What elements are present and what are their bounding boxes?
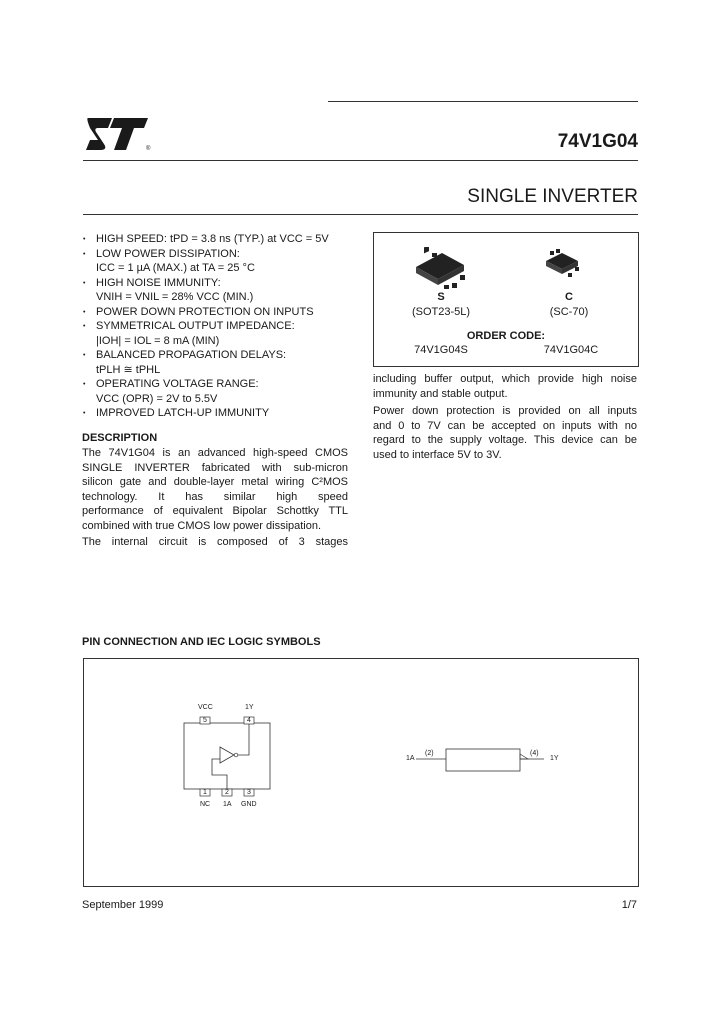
feature-item <box>82 305 362 320</box>
text-line: performance of equivalent Bipolar Schottky TTL <box>82 505 348 517</box>
text-line: Power down protection is provided on all inputs <box>373 405 637 417</box>
iec-logic-symbol <box>404 743 544 783</box>
text-line: and 0 to 7V can be accepted on inputs with no <box>373 419 637 432</box>
package-c-letter: C <box>565 291 573 303</box>
description-heading: DESCRIPTION <box>82 432 158 444</box>
feature-item <box>82 276 362 291</box>
a-pin-label: 1A <box>223 801 232 808</box>
package-s-name: (SOT23-5L) <box>411 306 471 318</box>
text-line: The 74V1G04 is an advanced high-speed CMOS <box>82 447 348 459</box>
page-subtitle: SINGLE INVERTER <box>467 186 638 207</box>
feature-text: SYMMETRICAL OUTPUT IMPEDANCE: <box>96 320 295 332</box>
header-rule-mid <box>83 160 638 161</box>
feature-detail: |IOH| = IOL = 8 mA (MIN) <box>96 334 220 347</box>
feature-text: HIGH SPEED: tPD = 3.8 ns (TYP.) at VCC = 5V <box>96 233 329 245</box>
feature-list <box>82 232 362 421</box>
feature-item <box>82 247 362 262</box>
sc70-package-icon <box>542 247 582 279</box>
feature-text: POWER DOWN PROTECTION ON INPUTS <box>96 305 314 318</box>
text-line: including buffer output, which provide high noise <box>373 373 637 385</box>
text-line: immunity and stable output. <box>373 387 508 400</box>
pinout-diagram <box>182 703 282 803</box>
feature-detail: VNIH = VNIL = 28% VCC (MIN.) <box>96 291 254 303</box>
feature-detail: VCC (OPR) = 2V to 5.5V <box>96 392 218 405</box>
iec-input-label: 1A <box>406 755 415 762</box>
package-s-letter: S <box>437 291 445 303</box>
feature-text: LOW POWER DISSIPATION: <box>96 247 240 260</box>
description-para1 <box>82 446 348 533</box>
header-rule-top <box>328 101 638 102</box>
description-right-para1 <box>373 372 637 401</box>
feature-item <box>82 348 362 363</box>
text-line: SINGLE INVERTER fabricated with sub-micron <box>82 461 348 474</box>
gnd-pin-label: GND <box>241 801 257 808</box>
iec-output-label: 1Y <box>550 755 559 762</box>
iec-input-pin: (2) <box>425 750 434 757</box>
part-number: 74V1G04 <box>557 131 638 152</box>
nc-pin-label: NC <box>200 801 211 808</box>
feature-item <box>82 232 362 247</box>
order-code-label: ORDER CODE: <box>466 330 546 342</box>
pin4-number: 4 <box>247 717 251 724</box>
description-para2: The internal circuit is composed of 3 stages <box>82 536 348 548</box>
text-line: combined with true CMOS low power dissipation. <box>82 519 322 532</box>
package-c-name: (SC-70) <box>549 306 589 318</box>
st-logo <box>84 110 156 156</box>
text-line: regard to the supply voltage. This device can be <box>373 434 637 446</box>
package-box <box>373 232 639 367</box>
vcc-label: VCC <box>198 704 213 711</box>
page-number: 1/7 <box>621 899 637 911</box>
pin-section-heading: PIN CONNECTION AND IEC LOGIC SYMBOLS <box>82 636 321 648</box>
feature-item <box>82 377 362 392</box>
feature-text: HIGH NOISE IMMUNITY: <box>96 276 221 289</box>
pin3-number: 3 <box>247 789 251 796</box>
feature-detail: tPLH ≅ tPHL <box>96 363 161 376</box>
iec-output-pin: (4) <box>530 750 539 757</box>
text-line: used to interface 5V to 3V. <box>373 448 502 461</box>
sot23-package-icon <box>412 247 468 289</box>
pin5-number: 5 <box>203 717 207 724</box>
feature-text: IMPROVED LATCH-UP IMMUNITY <box>96 407 270 419</box>
feature-detail: ICC = 1 µA (MAX.) at TA = 25 °C <box>96 262 255 274</box>
order-code-s: 74V1G04S <box>414 344 468 356</box>
text-line: silicon gate and double-layer metal wiring C²MOS <box>82 476 348 488</box>
description-right-para2 <box>373 404 637 462</box>
feature-text: OPERATING VOLTAGE RANGE: <box>96 378 259 390</box>
text-line: technology. It has similar high speed <box>82 490 348 503</box>
feature-text: BALANCED PROPAGATION DELAYS: <box>96 349 287 361</box>
feature-item <box>82 319 362 334</box>
header-rule-bottom <box>83 214 638 215</box>
y-pin-label: 1Y <box>245 704 254 711</box>
svg-text:®: ® <box>146 146 151 152</box>
order-code-c: 74V1G04C <box>543 344 599 356</box>
footer-date: September 1999 <box>82 899 164 911</box>
pin-diagram-box <box>83 658 639 887</box>
pin1-number: 1 <box>203 789 207 796</box>
pin2-number: 2 <box>225 789 229 796</box>
feature-item <box>82 406 362 421</box>
